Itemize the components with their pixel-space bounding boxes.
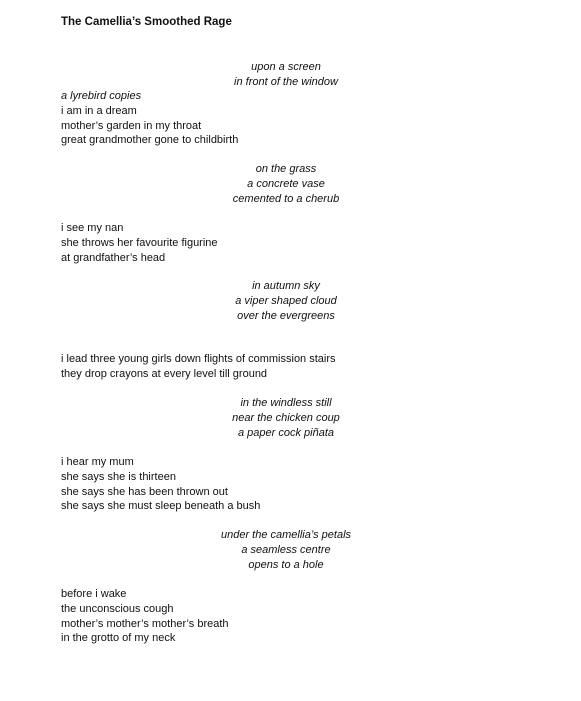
poem-line: she says she must sleep beneath a bush — [61, 500, 261, 513]
poem-line: they drop crayons at every level till ground — [61, 367, 268, 380]
poem-title: The Camellia’s Smoothed Rage — [61, 16, 232, 28]
poem-line: in autumn sky — [252, 280, 320, 292]
poem-line: over the evergreens — [237, 309, 335, 322]
stanza-left — [61, 587, 229, 646]
poem-line: upon a screen — [251, 61, 321, 73]
stanza-italic — [186, 162, 386, 206]
stanza-left — [61, 89, 238, 148]
poem-line: a concrete vase — [247, 177, 325, 190]
stanza-italic — [186, 279, 386, 323]
poem-line: the unconscious cough — [61, 602, 174, 615]
poem-line: under the camellia’s petals — [220, 529, 352, 541]
poem-line: cemented to a cherub — [232, 192, 340, 205]
poem-line: a viper shaped cloud — [235, 294, 337, 307]
poem-line: she says she has been thrown out — [61, 485, 228, 498]
poem-line: in the grotto of my neck — [61, 632, 176, 645]
poem-line: i hear my mum — [61, 456, 134, 468]
poem-line: i see my nan — [61, 222, 124, 234]
poem-line: i am in a dream — [61, 104, 137, 117]
poem-line: mother’s mother’s mother’s breath — [61, 617, 229, 630]
poem-line: in front of the window — [234, 75, 338, 88]
stanza-italic — [186, 528, 386, 572]
poem-line: a lyrebird copies — [61, 90, 142, 102]
poem-line: opens to a hole — [248, 558, 324, 571]
poem-line: a paper cock piñata — [237, 426, 334, 439]
poem-line: mother’s garden in my throat — [61, 119, 202, 132]
poem-line: great grandmother gone to childbirth — [61, 134, 239, 147]
poem-line: near the chicken coup — [232, 411, 340, 424]
poem-line: a seamless centre — [241, 543, 331, 556]
stanza-italic — [186, 396, 386, 440]
poem-line: at grandfather’s head — [61, 251, 166, 264]
poem-line: she throws her favourite figurine — [61, 236, 218, 249]
poem-line: she says she is thirteen — [61, 470, 176, 483]
stanza-left — [61, 221, 218, 265]
stanza-italic — [186, 60, 386, 90]
stanza-left — [61, 455, 260, 514]
poem-line: before i wake — [61, 588, 127, 600]
poem-line: i lead three young girls down flights of commission stairs — [61, 353, 336, 365]
stanza-left — [61, 352, 336, 382]
poem-line: on the grass — [255, 163, 317, 175]
poem-line: in the windless still — [240, 397, 332, 409]
